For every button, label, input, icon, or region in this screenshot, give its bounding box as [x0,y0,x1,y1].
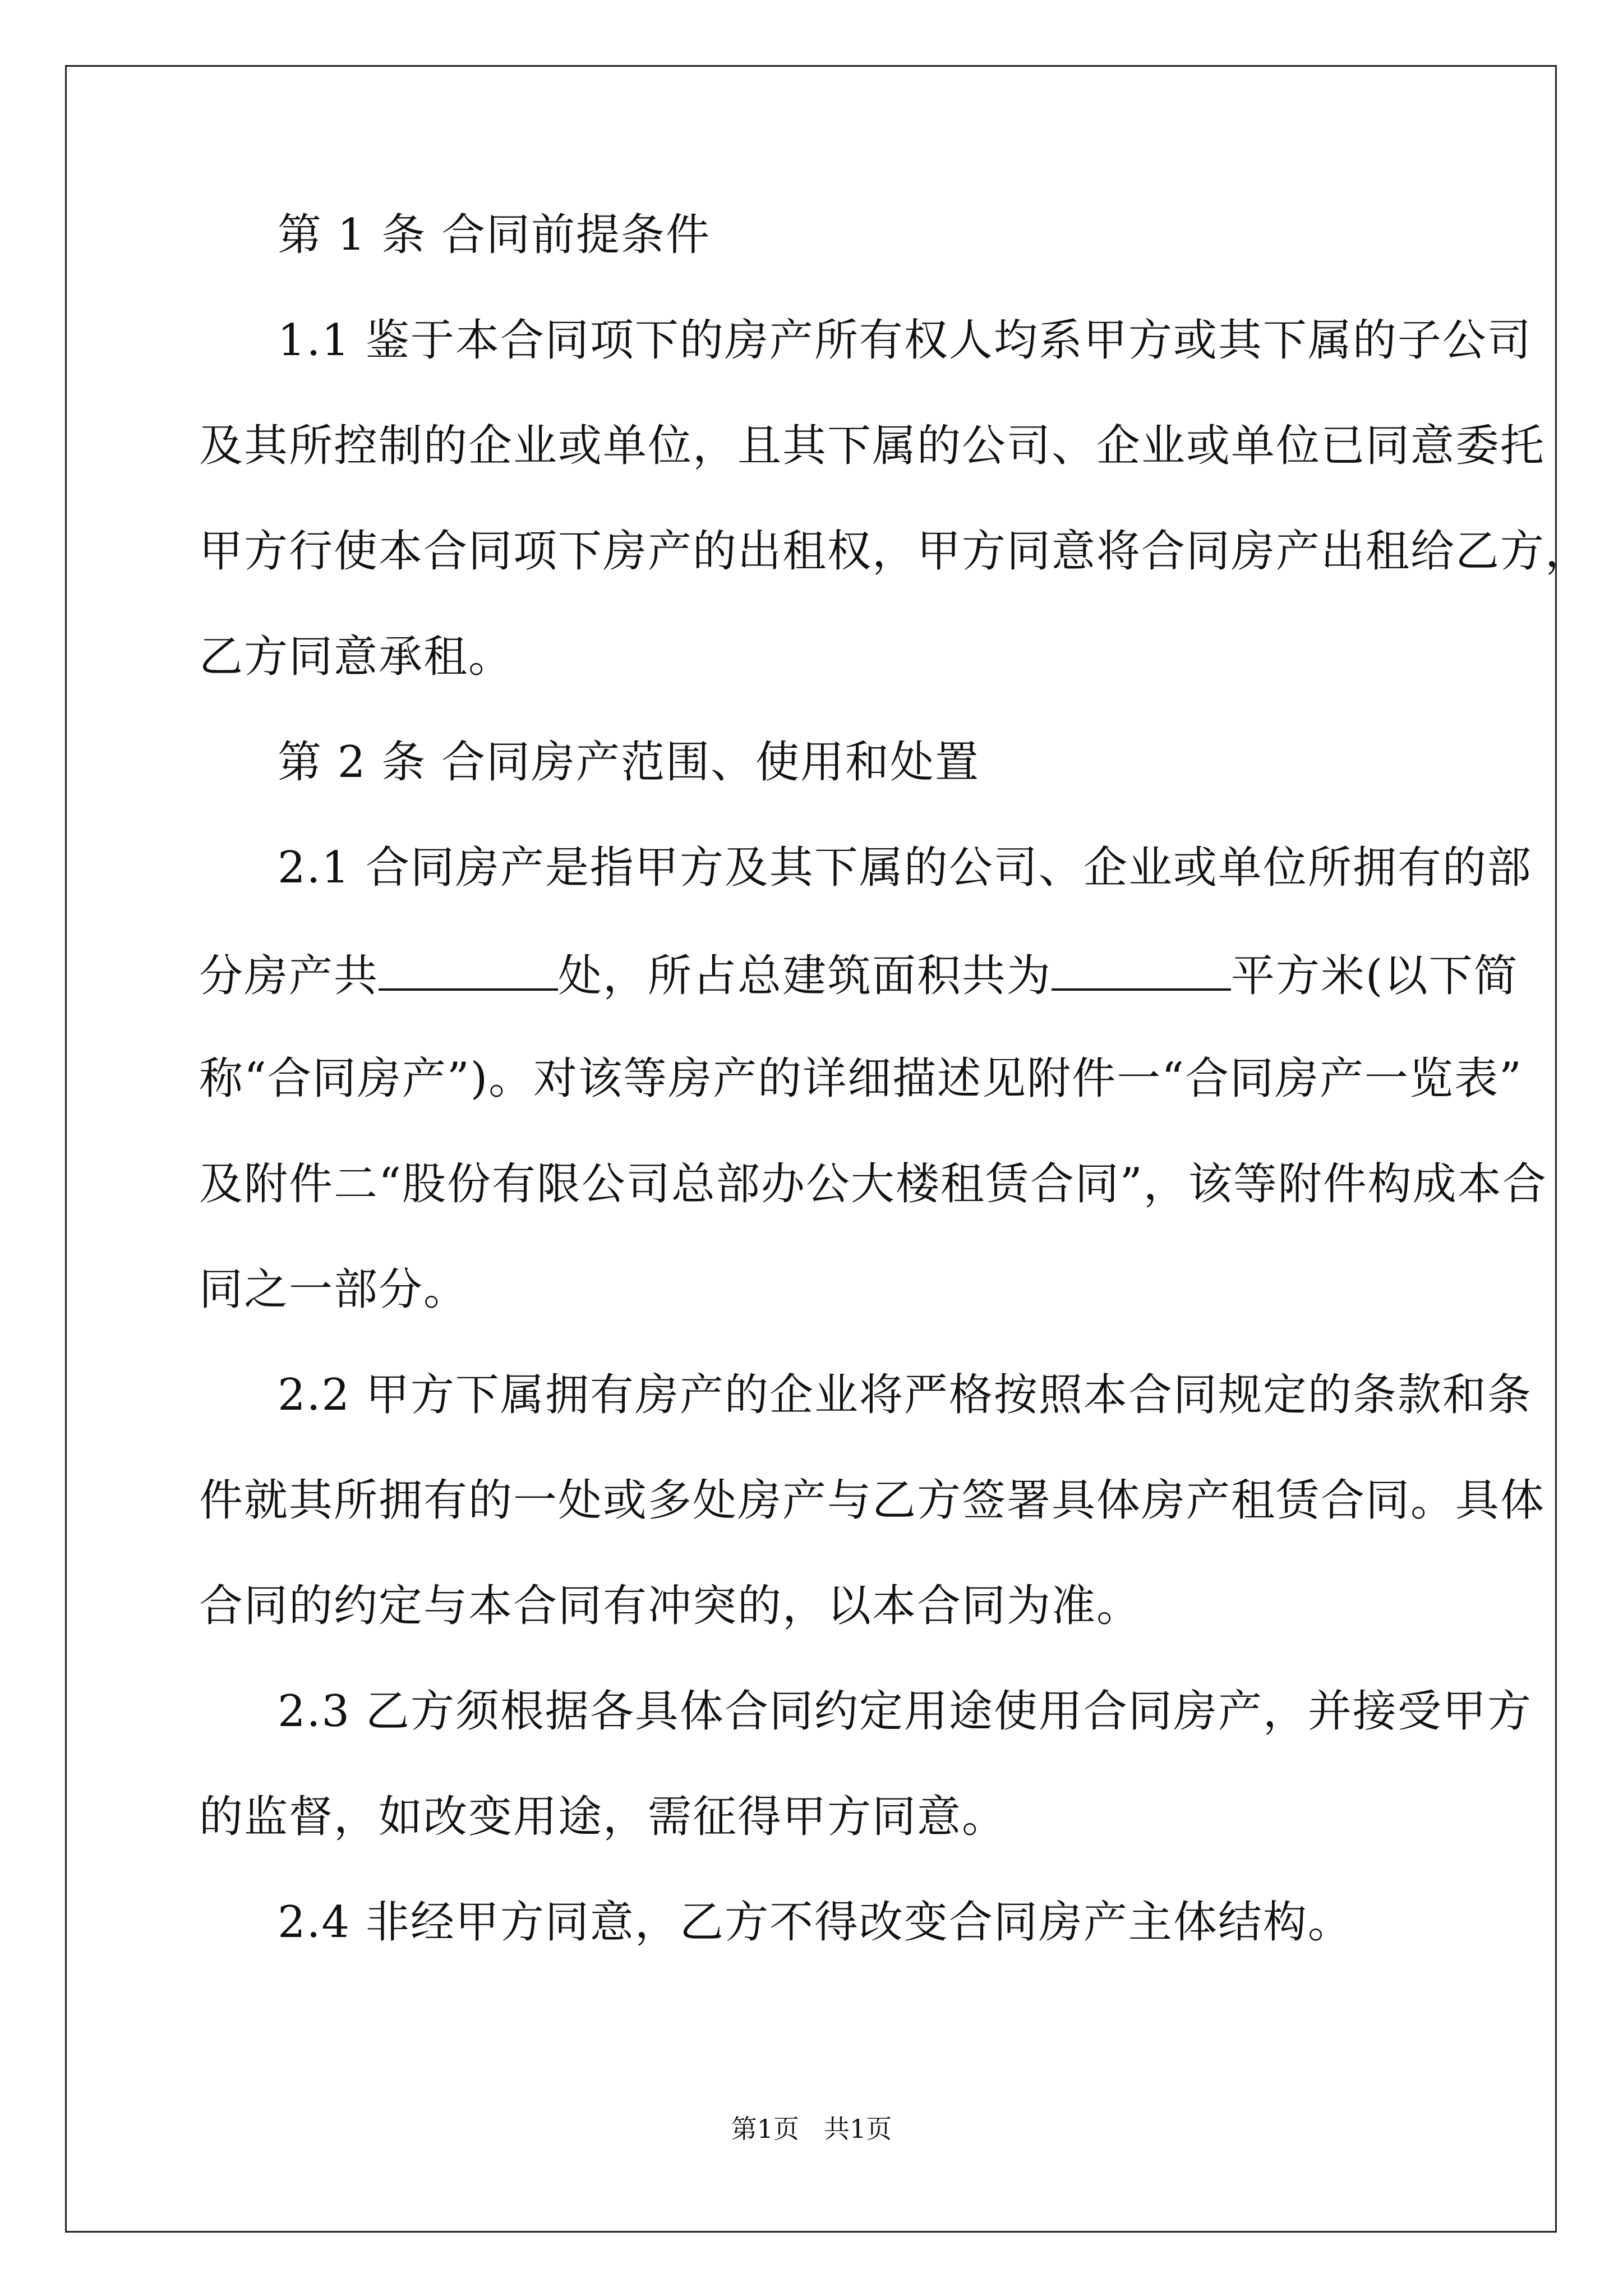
article-1-heading: 第 1 条 合同前提条件 [278,210,711,260]
blank-count-field[interactable] [379,951,558,991]
clause-2-3-line-1: 2.3 乙方须根据各具体合同约定用途使用合同房产，并接受甲方 [278,1686,1532,1737]
clause-2-1-line-2 [199,951,1519,1001]
clause-2-1-line-3: 称“合同房产”)。对该等房产的详细描述见附件一“合同房产一览表” [199,1053,1523,1104]
clause-2-3-line-2: 的监督，如改变用途，需征得甲方同意。 [199,1792,1007,1842]
clause-2-1-text-a: 分房产共 [199,951,379,1001]
page-number-total: 共1页 [823,2114,892,2144]
clause-2-1-line-4: 及附件二“股份有限公司总部办公大楼租赁合同”，该等附件构成本合 [199,1159,1547,1209]
clause-2-1-line-5: 同之一部分。 [199,1264,469,1315]
clause-2-1-text-b: 处，所占总建筑面积共为 [558,951,1052,1001]
clause-2-1-line-1: 2.1 合同房产是指甲方及其下属的公司、企业或单位所拥有的部 [278,843,1532,893]
article-2-heading: 第 2 条 合同房产范围、使用和处置 [278,737,980,788]
clause-2-1-text-c: 平方米(以下简 [1231,951,1519,1001]
clause-1-1-line-4: 乙方同意承租。 [199,632,514,682]
page-number-current: 第1页 [731,2114,800,2144]
clause-1-1-line-1: 1.1 鉴于本合同项下的房产所有权人均系甲方或其下属的子公司 [278,315,1532,366]
clause-1-1-line-2: 及其所控制的企业或单位，且其下属的公司、企业或单位已同意委托 [199,421,1546,471]
clause-2-4-line-1: 2.4 非经甲方同意，乙方不得改变合同房产主体结构。 [278,1897,1353,1948]
clause-2-2-line-2: 件就其所拥有的一处或多处房产与乙方签署具体房产租赁合同。具体 [199,1475,1546,1526]
clause-2-2-line-1: 2.2 甲方下属拥有房产的企业将严格按照本合同规定的条款和条 [278,1370,1532,1420]
page-footer [0,2116,1623,2142]
clause-2-2-line-3: 合同的约定与本合同有冲突的，以本合同为准。 [199,1581,1142,1631]
clause-1-1-line-3: 甲方行使本合同项下房产的出租权，甲方同意将合同房产出租给乙方， [199,526,1590,577]
blank-area-field[interactable] [1052,951,1231,991]
